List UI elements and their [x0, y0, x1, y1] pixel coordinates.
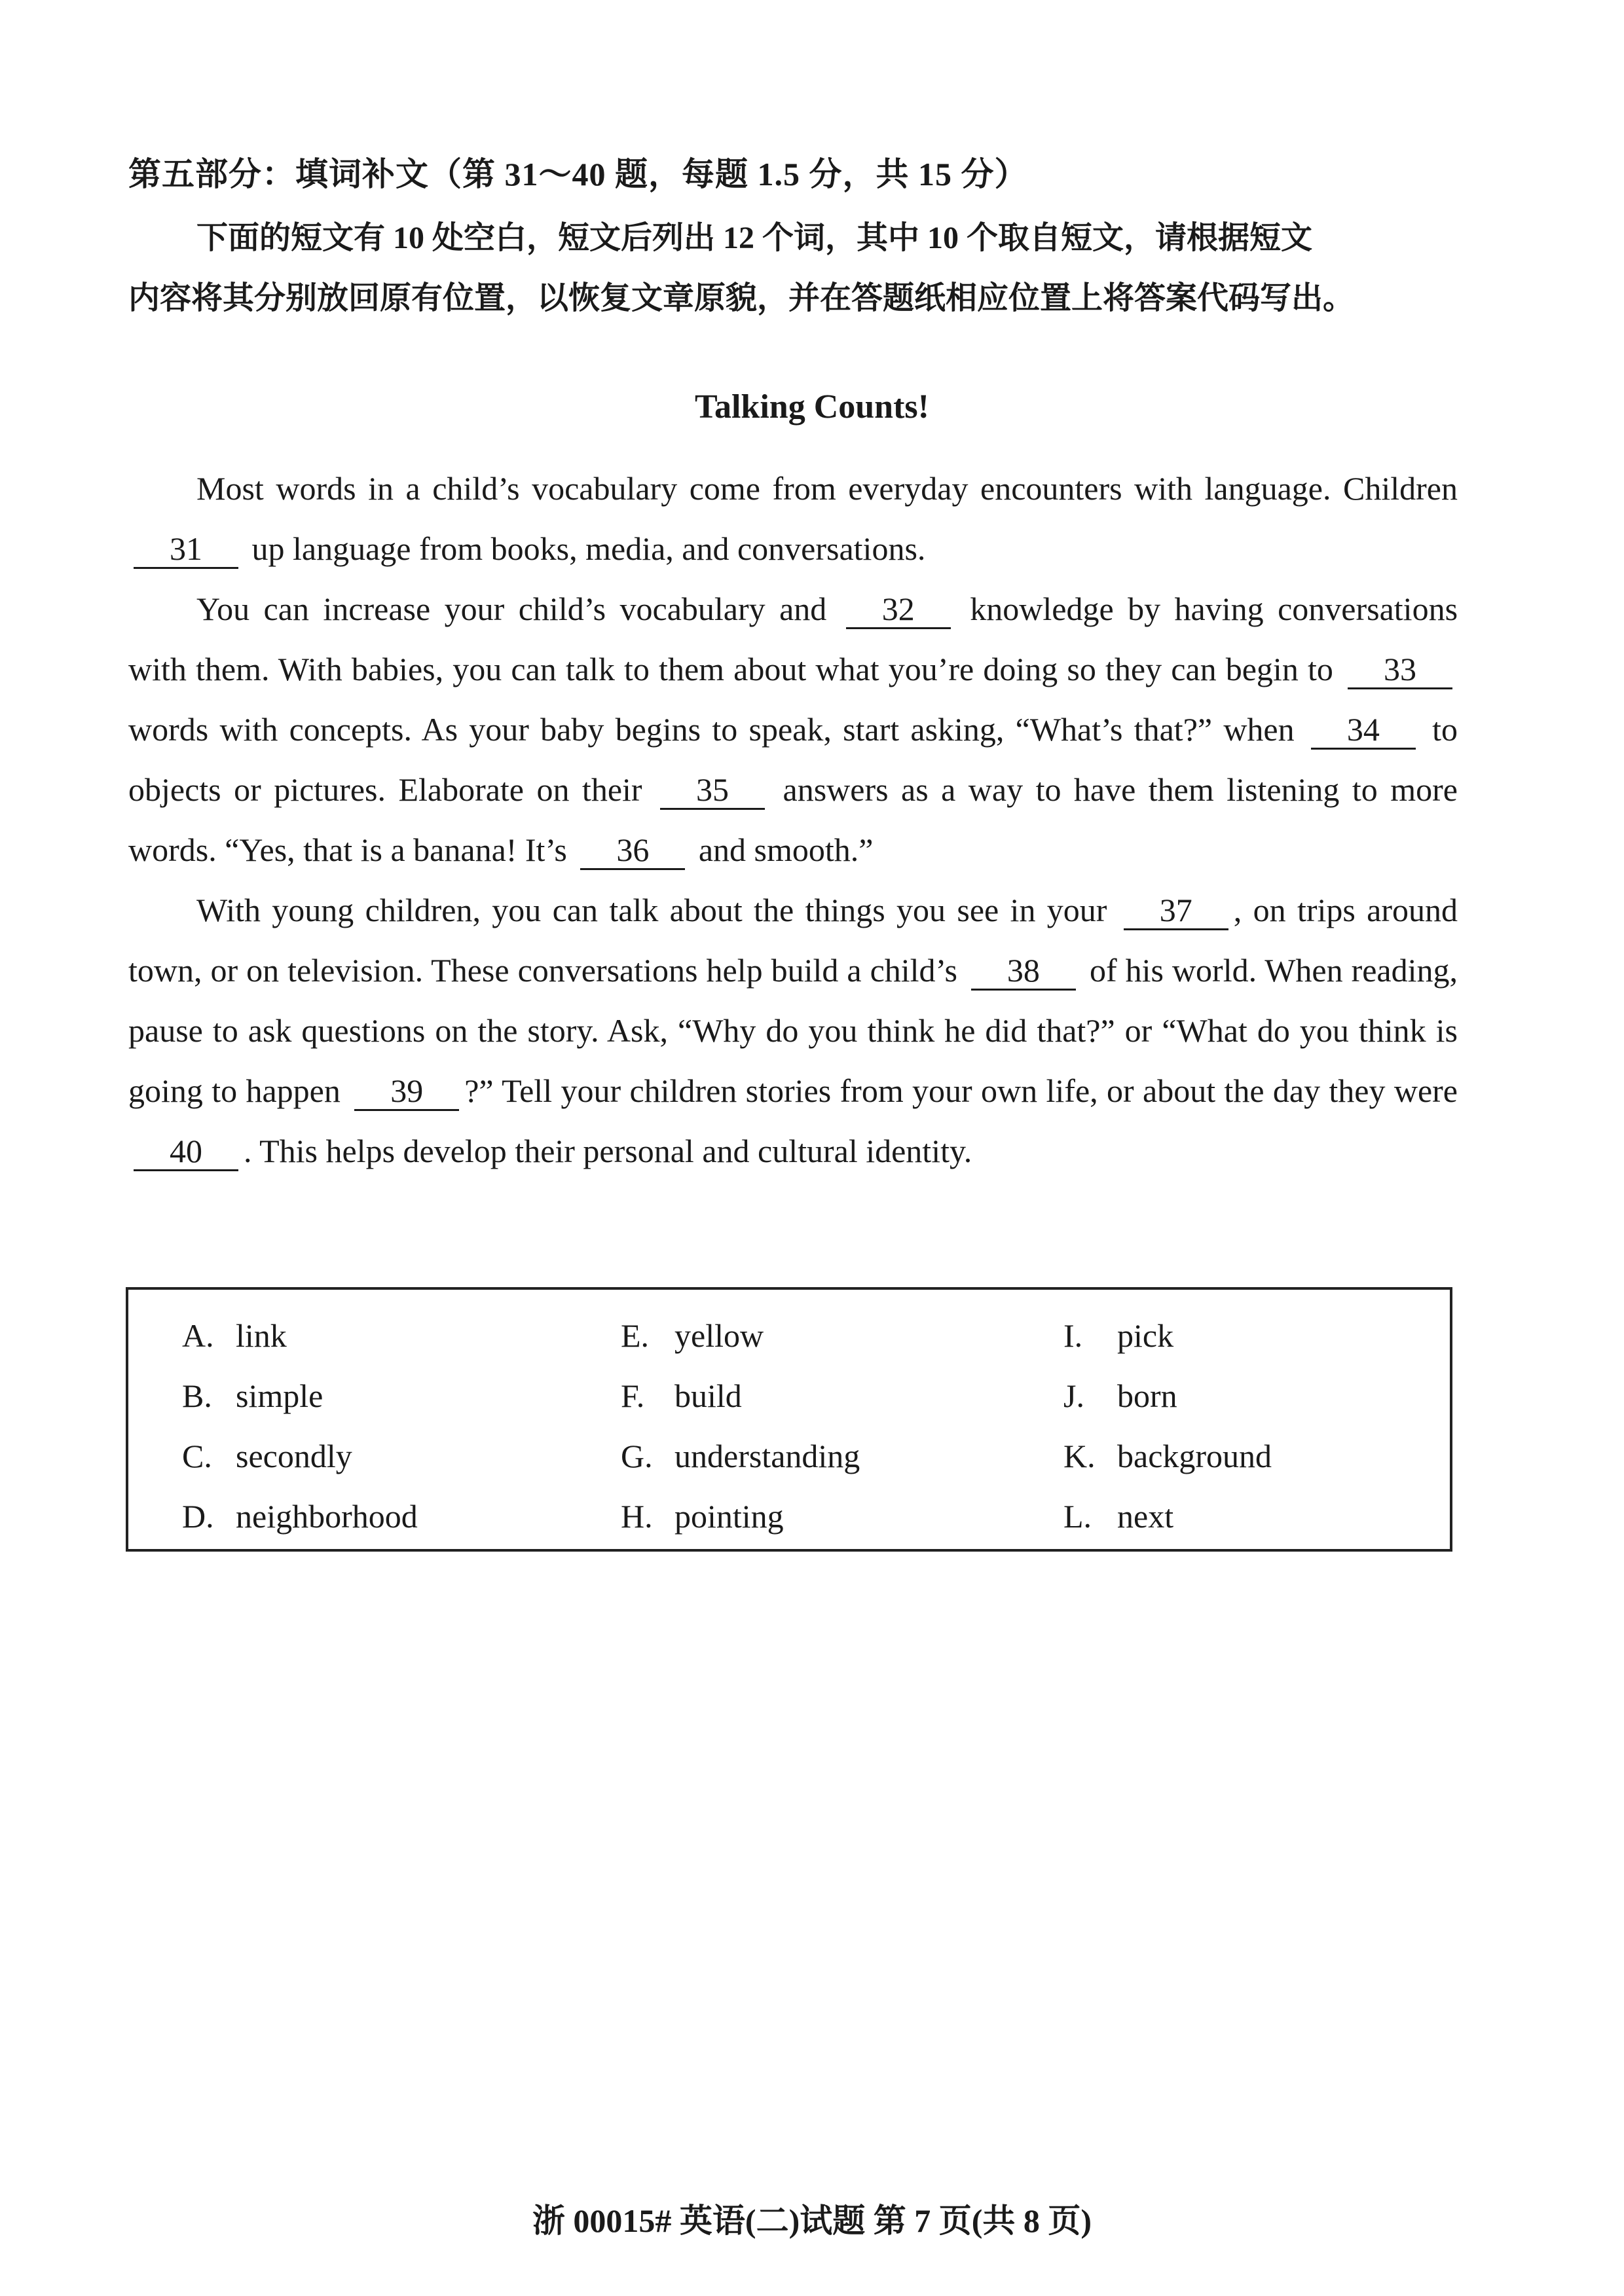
word-options-box: [126, 1287, 1452, 1552]
option-word: pick: [1117, 1317, 1174, 1354]
option-word: link: [236, 1317, 287, 1354]
paragraph-2: [128, 579, 1458, 880]
passage-text: ?” Tell your children stories from your own life, or about the day they were: [464, 1072, 1458, 1109]
blank-34[interactable]: 34: [1311, 711, 1416, 750]
blank-33[interactable]: 33: [1348, 651, 1452, 689]
option-word: next: [1117, 1498, 1174, 1535]
passage-text: words with concepts. As your baby begins to speak, start asking, “What’s that?” when: [128, 711, 1295, 748]
option-word: background: [1117, 1438, 1272, 1474]
option-letter: B.: [182, 1377, 212, 1414]
option-d: [182, 1486, 418, 1546]
blank-39[interactable]: 39: [354, 1072, 459, 1111]
option-letter: I.: [1063, 1317, 1083, 1354]
option-word: understanding: [674, 1438, 860, 1474]
option-c: [182, 1426, 418, 1486]
option-letter: K.: [1063, 1438, 1096, 1474]
option-letter: F.: [621, 1377, 645, 1414]
passage-text: to objects or pictures. Elaborate on their: [128, 711, 1458, 808]
option-i: [1063, 1305, 1272, 1366]
option-word: born: [1117, 1377, 1177, 1414]
option-b: [182, 1366, 418, 1426]
passage-text: answers as a way to have them listening to more words. “Yes, that is a banana! It’s: [128, 771, 1458, 868]
option-letter: C.: [182, 1438, 212, 1474]
option-j: [1063, 1366, 1272, 1426]
passage-text: and smooth.”: [698, 831, 874, 868]
option-word: pointing: [674, 1498, 784, 1535]
option-a: [182, 1305, 418, 1366]
blank-32[interactable]: 32: [846, 591, 951, 629]
option-letter: D.: [182, 1498, 214, 1535]
passage-text: knowledge by having conversations with them. With babies, you can talk to them about what you’re doing so they can begin to: [128, 591, 1458, 687]
option-letter: L.: [1063, 1498, 1092, 1535]
blank-37[interactable]: 37: [1124, 892, 1228, 930]
option-f: [621, 1366, 860, 1426]
passage-text: You can increase your child’s vocabulary and: [196, 591, 827, 627]
blank-40[interactable]: 40: [134, 1133, 238, 1171]
page-footer: 浙 00015# 英语(二)试题 第 7 页(共 8 页): [532, 2202, 1092, 2239]
passage-text: , on trips around town, or on television. These conversations help build a child’s: [128, 892, 1458, 989]
instructions-line-1: 下面的短文有 10 处空白，短文后列出 12 个词，其中 10 个取自短文，请根据短文: [196, 221, 1313, 255]
option-letter: J.: [1063, 1377, 1084, 1414]
blank-36[interactable]: 36: [580, 831, 685, 870]
blank-31[interactable]: 31: [134, 530, 238, 569]
instructions-line-2: 内容将其分别放回原有位置，以恢复文章原貌，并在答题纸相应位置上将答案代码写出。: [128, 281, 1355, 316]
option-word: neighborhood: [236, 1498, 418, 1535]
option-k: [1063, 1426, 1272, 1486]
options-column-3: [1063, 1305, 1272, 1546]
blank-38[interactable]: 38: [971, 952, 1076, 991]
passage: [128, 458, 1458, 1181]
paragraph-3: [128, 880, 1458, 1181]
option-letter: G.: [621, 1438, 653, 1474]
option-e: [621, 1305, 860, 1366]
passage-text: . This helps develop their personal and cultural identity.: [244, 1133, 972, 1169]
option-letter: A.: [182, 1317, 214, 1354]
option-letter: H.: [621, 1498, 653, 1535]
blank-35[interactable]: 35: [660, 771, 765, 810]
passage-text: up language from books, media, and conversations.: [251, 530, 926, 567]
option-g: [621, 1426, 860, 1486]
option-word: build: [674, 1377, 742, 1414]
passage-text: With young children, you can talk about the things you see in your: [196, 892, 1107, 928]
section-heading: 第五部分：填词补文（第 31～40 题，每题 1.5 分，共 15 分）: [128, 156, 1028, 192]
option-word: secondly: [236, 1438, 352, 1474]
option-letter: E.: [621, 1317, 650, 1354]
option-word: simple: [236, 1377, 323, 1414]
option-word: yellow: [674, 1317, 764, 1354]
options-column-2: [621, 1305, 860, 1546]
option-l: [1063, 1486, 1272, 1546]
passage-text: of his world. When reading, pause to ask questions on the story. Ask, “Why do you think he did that?” or “What do you think is going to happen: [128, 952, 1458, 1109]
option-h: [621, 1486, 860, 1546]
passage-text: Most words in a child’s vocabulary come from everyday encounters with language. Children: [196, 470, 1458, 507]
options-column-1: [182, 1305, 418, 1546]
paragraph-1: [128, 458, 1458, 579]
passage-title: Talking Counts!: [695, 388, 929, 426]
